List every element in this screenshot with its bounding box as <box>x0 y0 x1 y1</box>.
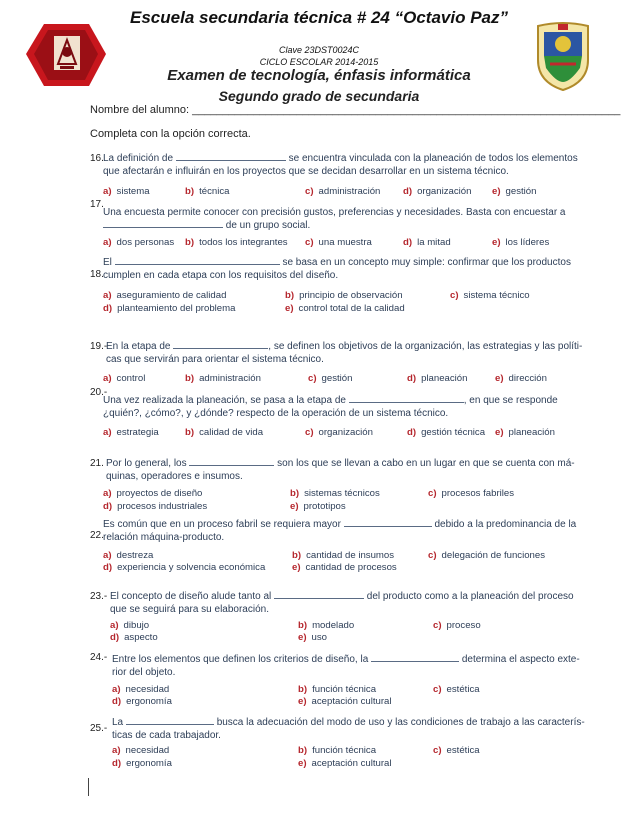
question-number: 22. <box>90 530 104 541</box>
option[interactable]: e) prototipos <box>290 501 346 512</box>
question-text: Entre los elementos que definen los criterios de diseño, la determina el aspecto exte- rior del objeto. <box>112 654 580 678</box>
answer-blank[interactable] <box>371 661 459 662</box>
option[interactable]: e) gestión <box>492 186 537 197</box>
school-name: Escuela secundaria técnica # 24 “Octavio Paz” <box>130 8 508 27</box>
option[interactable]: b) sistemas técnicos <box>290 488 380 499</box>
option[interactable]: c) procesos fabriles <box>428 488 515 499</box>
option[interactable]: d) ergonomía <box>112 758 172 769</box>
option[interactable]: c) estética <box>433 684 480 695</box>
question-number: 19.- <box>90 341 108 352</box>
margin-line <box>88 778 89 796</box>
option[interactable]: e) dirección <box>495 373 547 384</box>
option[interactable]: a) dos personas <box>103 237 175 248</box>
answer-blank[interactable] <box>274 598 364 599</box>
option[interactable]: c) administración <box>305 186 381 197</box>
option[interactable]: a) aseguramiento de calidad <box>103 290 227 301</box>
option[interactable]: b) función técnica <box>298 684 377 695</box>
option[interactable]: b) todos los integrantes <box>185 237 288 248</box>
option[interactable]: a) necesidad <box>112 684 170 695</box>
question-text-continued: relación máquina-producto. <box>103 532 225 543</box>
answer-blank[interactable] <box>189 465 274 466</box>
question-number: 21. <box>90 458 104 469</box>
option[interactable]: b) modelado <box>298 620 355 631</box>
option[interactable]: e) cantidad de procesos <box>292 562 397 573</box>
answer-blank[interactable] <box>176 160 286 161</box>
question-text-continued: ticas de cada trabajador. <box>112 730 221 741</box>
option[interactable]: e) aceptación cultural <box>298 696 392 707</box>
option[interactable]: b) cantidad de insumos <box>292 550 395 561</box>
question-number: 25.- <box>90 723 108 734</box>
question-text: Por lo general, los son los que se llevan a cabo en un lugar en que se cuenta con má- quinas, operadores e insumos. <box>106 458 575 482</box>
question-text: La busca la adecuación del modo de uso y las condiciones de trabajo a las caracterís- <box>112 717 585 728</box>
question-text: Es común que en un proceso fabril se requiera mayor debido a la predominancia de la <box>103 519 577 530</box>
option[interactable]: c) proceso <box>433 620 481 631</box>
option[interactable]: a) control <box>103 373 146 384</box>
option[interactable]: d) aspecto <box>110 632 158 643</box>
question-text: En la etapa de , se definen los objetivos de la organización, las estrategias y las políti- cas que servirán para orientar el sistema técnico. <box>106 341 583 365</box>
exam-title: Examen de tecnología, énfasis informática <box>167 67 471 84</box>
option[interactable]: b) técnica <box>185 186 230 197</box>
option[interactable]: c) sistema técnico <box>450 290 530 301</box>
question-text: El concepto de diseño alude tanto al del producto como a la planeación del proceso que se seguirá para su elaboración. <box>110 591 574 615</box>
option[interactable]: c) delegación de funciones <box>428 550 546 561</box>
option[interactable]: a) destreza <box>103 550 154 561</box>
option[interactable]: a) proyectos de diseño <box>103 488 203 499</box>
option[interactable]: b) calidad de vida <box>185 427 264 438</box>
question-number: 17. <box>90 199 104 210</box>
school-code: Clave 23DST0024C <box>278 45 360 55</box>
option[interactable]: e) control total de la calidad <box>285 303 405 314</box>
option[interactable]: e) planeación <box>495 427 555 438</box>
exam-grade: Segundo grado de secundaria <box>218 88 420 104</box>
option[interactable]: d) planteamiento del problema <box>103 303 236 314</box>
option[interactable]: a) estrategia <box>103 427 159 438</box>
option[interactable]: b) principio de observación <box>285 290 403 301</box>
question-text: Una encuesta permite conocer con precisión gustos, preferencias y necesidades. Basta con encuestar a de un grupo social. <box>103 207 566 231</box>
option[interactable]: c) estética <box>433 745 480 756</box>
question-text: La definición de se encuentra vinculada con la planeación de todos los elementos que afectarán e influirán en los proyectos que se decidan desarrollar en un sistema técnico. <box>103 153 578 177</box>
option[interactable]: d) gestión técnica <box>407 427 486 438</box>
option[interactable]: d) planeación <box>407 373 468 384</box>
answer-blank[interactable] <box>349 402 464 403</box>
school-cycle: CICLO ESCOLAR 2014-2015 <box>259 57 379 67</box>
option[interactable]: b) función técnica <box>298 745 377 756</box>
option[interactable]: e) los líderes <box>492 237 550 248</box>
option[interactable]: e) uso <box>298 632 327 643</box>
option[interactable]: c) gestión <box>308 373 353 384</box>
option[interactable]: d) la mitad <box>403 237 451 248</box>
option[interactable]: a) sistema <box>103 186 150 197</box>
question-number: 20.- <box>90 387 108 398</box>
question-text: Una vez realizada la planeación, se pasa a la etapa de , en que se responde ¿quién?, ¿cómo?, y ¿dónde? respecto de la operación de un sistema técnico. <box>103 395 558 419</box>
option[interactable]: d) ergonomía <box>112 696 172 707</box>
answer-blank[interactable] <box>126 724 214 725</box>
question-number: 24.- <box>90 652 108 663</box>
option[interactable]: d) experiencia y solvencia económica <box>103 562 266 573</box>
instructions: Completa con la opción correcta. <box>90 128 251 140</box>
option[interactable]: a) necesidad <box>112 745 170 756</box>
option[interactable]: d) procesos industriales <box>103 501 208 512</box>
option[interactable]: c) organización <box>305 427 373 438</box>
option[interactable]: c) una muestra <box>305 237 372 248</box>
question-number: 23.- <box>90 591 108 602</box>
question-number: 18. <box>90 269 104 280</box>
question-number: 16. <box>90 153 104 164</box>
question-text-continued: cumplen en cada etapa con los requisitos del diseño. <box>103 270 339 281</box>
option[interactable]: a) dibujo <box>110 620 150 631</box>
option[interactable]: d) organización <box>403 186 472 197</box>
answer-blank[interactable] <box>173 348 268 349</box>
answer-blank[interactable] <box>115 264 280 265</box>
question-text: El se basa en un concepto muy simple: confirmar que los productos <box>103 257 571 268</box>
answer-blank[interactable] <box>344 526 432 527</box>
option[interactable]: e) aceptación cultural <box>298 758 392 769</box>
option[interactable]: b) administración <box>185 373 261 384</box>
student-name-line: Nombre del alumno: ______________________________________________________________________ <box>90 104 621 116</box>
answer-blank[interactable] <box>103 227 223 228</box>
